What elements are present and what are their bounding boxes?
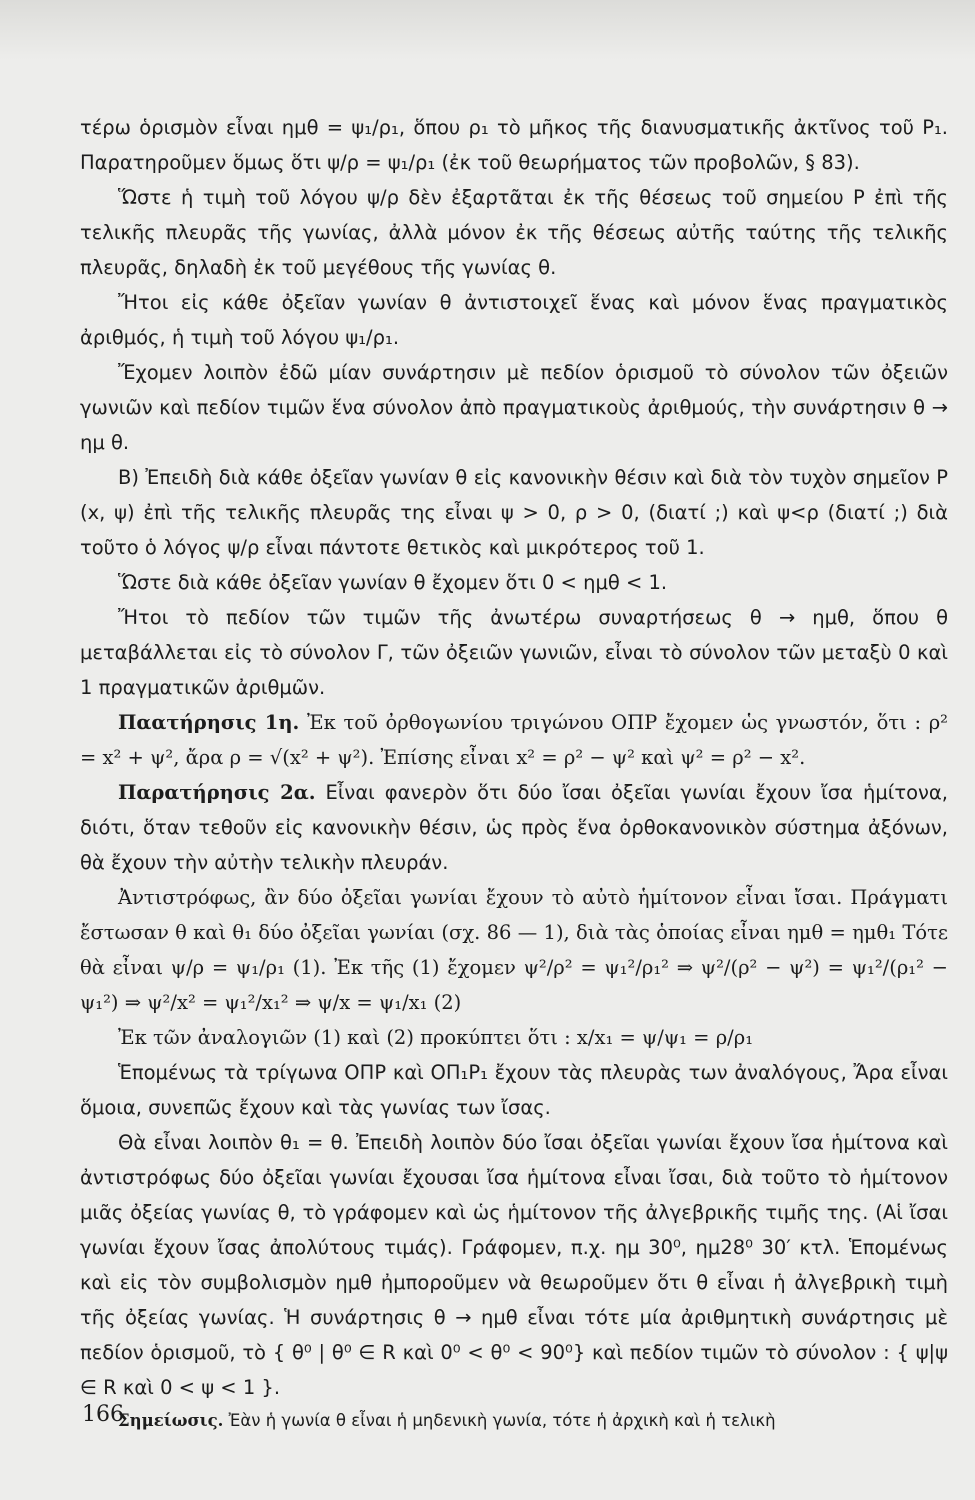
paragraph-3: Ἤτοι εἰς κάθε ὀξεῖαν γωνίαν θ ἀντιστοιχεῖ ἕνας καὶ μόνον ἕνας πραγματικὸς ἀριθμός, ἡ τιμὴ τοῦ λόγου ψ₁/ρ₁. — [80, 291, 948, 349]
previous-page-bleed — [0, 0, 975, 60]
note-text: Ἐὰν ἡ γωνία θ εἶναι ἡ μηδενικὴ γωνία, τότε ἡ ἀρχικὴ καὶ ἡ τελικὴ — [228, 1411, 776, 1430]
paragraph-1: τέρω ὁρισμὸν εἶναι ημθ = ψ₁/ρ₁, ὅπου ρ₁ τὸ μῆκος τῆς διανυσματικῆς ἀκτῖνος τοῦ Ρ₁. Παρατηροῦμεν ὅμως ὅτι ψ/ρ = ψ₁/ρ₁ (ἐκ τοῦ θεωρήματος τῶν προβολῶν, § 83). — [80, 116, 948, 174]
paragraph-7: Ἤτοι τὸ πεδίον τῶν τιμῶν τῆς ἀνωτέρω συναρτήσεως θ → ημθ, ὅπου θ μεταβάλλεται εἰς τὸ σύνολον Γ, τῶν ὀξειῶν γωνιῶν, εἶναι τὸ σύνολον τῶν μεταξὺ 0 καὶ 1 πραγματικῶν ἀριθμῶν. — [80, 606, 948, 699]
paragraph-10: Ἑπομένως τὰ τρίγωνα ΟΠΡ καὶ ΟΠ₁Ρ₁ ἔχουν τὰς πλευρὰς των ἀναλόγους, Ἄρα εἶναι ὅμοια, συνεπῶς ἔχουν καὶ τὰς γωνίας των ἴσας. — [80, 1061, 948, 1119]
page-number: 166 — [82, 1402, 124, 1427]
remark-2-title: Παρατήρησις 2α. — [118, 781, 316, 804]
remark-2 — [80, 775, 948, 880]
paragraph-9: Ἐκ τῶν ἀναλογιῶν (1) καὶ (2) προκύπτει ὅτι : x/x₁ = ψ/ψ₁ = ρ/ρ₁ — [118, 1026, 754, 1049]
paragraph-2: Ὥστε ἡ τιμὴ τοῦ λόγου ψ/ρ δὲν ἐξαρτᾶται ἐκ τῆς θέσεως τοῦ σημείου Ρ ἐπὶ τῆς τελικῆς πλευρᾶς τῆς γωνίας, ἀλλὰ μόνον ἐκ τῆς θέσεως αὐτῆς ταύτης τῆς τελικῆς πλευρᾶς, δηλαδὴ ἐκ τοῦ μεγέθους τῆς γωνίας θ. — [80, 186, 948, 279]
remark-2-text: Εἶναι φανερὸν ὅτι δύο ἴσαι ὀξεῖαι γωνίαι ἔχουν ἴσα ἡμίτονα, διότι, ὅταν τεθοῦν εἰς κανονικὴν θέσιν, ὡς πρὸς ἕνα ὀρθοκανονικὸν σύστημα ἀξόνων, θὰ ἔχουν τὴν αὐτὴν τελικὴν πλευράν. — [80, 781, 948, 874]
paragraph-5: Β) Ἐπειδὴ διὰ κάθε ὀξεῖαν γωνίαν θ εἰς κανονικὴν θέσιν καὶ διὰ τὸν τυχὸν σημεῖον Ρ (x, ψ) ἐπὶ τῆς τελικῆς πλευρᾶς της εἶναι ψ > 0, ρ > 0, (διατί ;) καὶ ψ<ρ (διατί ;) διὰ τοῦτο ὁ λόγος ψ/ρ εἶναι πάντοτε θετικὸς καὶ μικρότερος τοῦ 1. — [80, 466, 948, 559]
note — [80, 1407, 948, 1435]
note-title: Σημείωσις. — [118, 1411, 224, 1430]
remark-1-text: Ἐκ τοῦ ὀρθογωνίου τριγώνου ΟΠΡ ἔχομεν ὡς γνωστόν, ὅτι : ρ² = x² + ψ², ἄρα ρ = √(x² + ψ²). Ἐπίσης εἶναι x² = ρ² − ψ² καὶ ψ² = ρ² − x². — [80, 711, 948, 769]
paragraph-4: Ἔχομεν λοιπὸν ἐδῶ μίαν συνάρτησιν μὲ πεδίον ὁρισμοῦ τὸ σύνολον τῶν ὀξειῶν γωνιῶν καὶ πεδίον τιμῶν ἕνα σύνολον ἀπὸ πραγματικοὺς ἀριθμούς, τὴν συνάρτησιν θ → ημ θ. — [80, 361, 948, 454]
remark-1 — [80, 705, 948, 775]
paragraph-6: Ὥστε διὰ κάθε ὀξεῖαν γωνίαν θ ἔχομεν ὅτι 0 < ημθ < 1. — [118, 571, 668, 594]
remark-1-title: Παατήρησις 1η. — [118, 711, 300, 734]
body-text — [80, 110, 948, 1435]
paragraph-11: Θὰ εἶναι λοιπὸν θ₁ = θ. Ἐπειδὴ λοιπὸν δύο ἴσαι ὀξεῖαι γωνίαι ἔχουν ἴσα ἡμίτονα καὶ ἀντιστρόφως δύο ὀξεῖαι γωνίαι ἔχουσαι ἴσα ἡμίτονα εἶναι ἴσαι, διὰ τοῦτο τὸ ἡμίτονον μιᾶς ὀξείας γωνίας θ, τὸ γράφομεν καὶ ὡς ἡμίτονον τῆς ἀλγεβρικῆς τιμῆς της. (Αἱ ἴσαι γωνίαι ἔχουν ἴσας ἀπολύτους τιμάς). Γράφομεν, π.χ. ημ 30⁰, ημ28⁰ 30′ κτλ. Ἑπομένως καὶ εἰς τὸν συμβολισμὸν ημθ ἠμποροῦμεν νὰ θεωροῦμεν ὅτι θ εἶναι ἡ ἀλγεβρικὴ τιμὴ τῆς ὀξείας γωνίας. Ἡ συνάρτησις θ → ημθ εἶναι τότε μία ἀριθμητικὴ συνάρτησις μὲ πεδίον ὁρισμοῦ, τὸ { θ⁰ | θ⁰ ∈ R καὶ 0⁰ < θ⁰ < 90⁰} καὶ πεδίον τιμῶν τὸ σύνολον : { ψ|ψ ∈ R καὶ 0 < ψ < 1 }. — [80, 1131, 948, 1399]
paragraph-8: Ἀντιστρόφως, ἂν δύο ὀξεῖαι γωνίαι ἔχουν τὸ αὐτὸ ἡμίτονον εἶναι ἴσαι. Πράγματι ἔστωσαν θ καὶ θ₁ δύο ὀξεῖαι γωνίαι (σχ. 86 — 1), διὰ τὰς ὁποίας εἶναι ημθ = ημθ₁ Τότε θὰ εἶναι ψ/ρ = ψ₁/ρ₁ (1). Ἐκ τῆς (1) ἔχομεν ψ²/ρ² = ψ₁²/ρ₁² ⇒ ψ²/(ρ² − ψ²) = ψ₁²/(ρ₁² − ψ₁²) ⇒ ψ²/x² = ψ₁²/x₁² ⇒ ψ/x = ψ₁/x₁ (2) — [80, 886, 948, 1014]
